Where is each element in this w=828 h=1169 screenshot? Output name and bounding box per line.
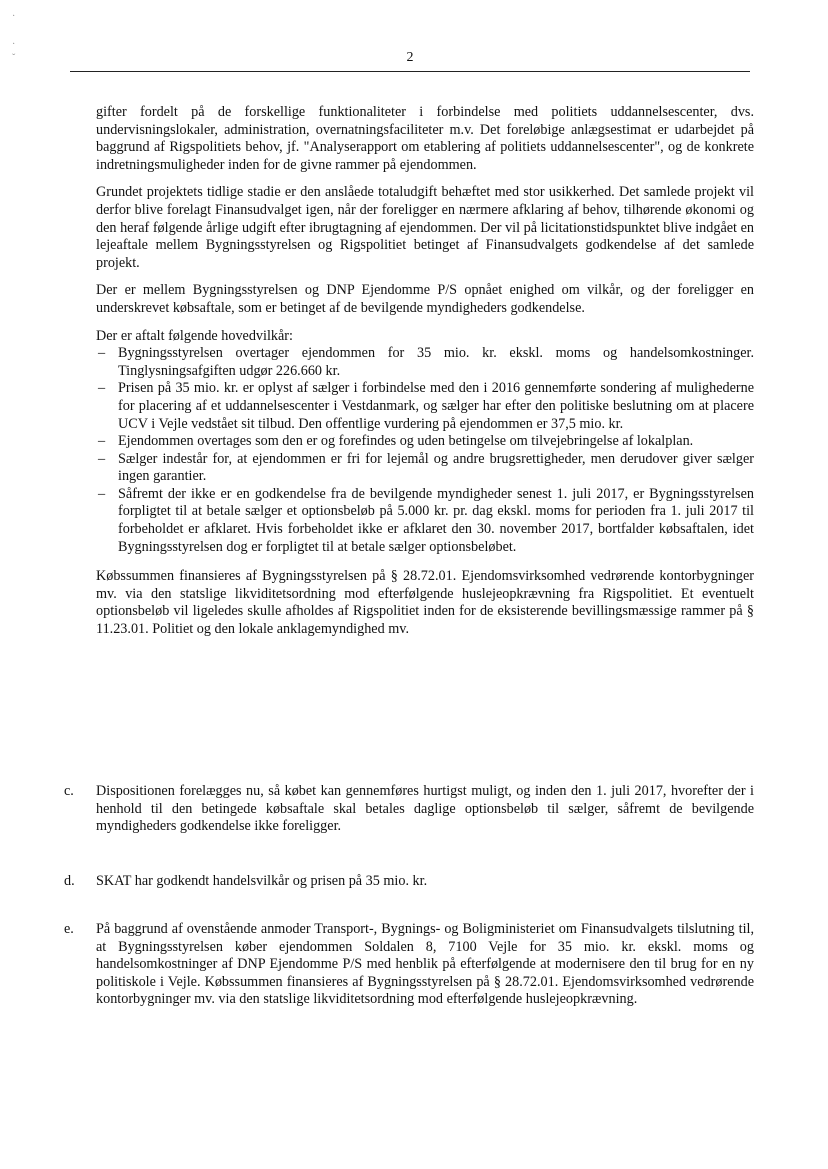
paragraph: Der er mellem Bygningsstyrelsen og DNP Ejendomme P/S opnået enighed om vilkår, og der foreligger en underskrevet købsaftale, som er betinget af de bevilgende myndigheders godkendelse. xyxy=(96,282,754,316)
list-item-text: Bygningsstyrelsen overtager ejendommen for 35 mio. kr. ekskl. moms og handelsomkostninger. Tinglysningsafgiften udgør 226.660 kr. xyxy=(118,345,754,379)
section-d xyxy=(64,873,754,891)
list-item xyxy=(96,486,754,556)
scan-specks: · · ˇ xyxy=(12,11,16,64)
list-item xyxy=(96,345,754,380)
dash-bullet: – xyxy=(98,485,106,502)
paragraph: gifter fordelt på de forskellige funktionaliteter i forbindelse med politiets uddannelsescenter, dvs. undervisningslokaler, administration, overnatningsfaciliteter m.v. Det foreløbige anlægsestimat er udarbejdet på baggrund af Rigspolitiets behov, jf. "Analyserapport om etablering af politiets uddannelsescenter", og de konkrete indretningsmuligheder inden for de givne rammer på ejendommen. xyxy=(96,104,754,173)
section-c xyxy=(64,783,754,836)
dash-bullet: – xyxy=(98,433,106,450)
dash-bullet: – xyxy=(98,345,106,362)
hovedvilkaar-list xyxy=(96,345,754,556)
section-text: På baggrund af ovenstående anmoder Transport-, Bygnings- og Boligministeriet om Finansudvalgets tilslutning til, at Bygningsstyrelsen køber ejendommen Soldalen 8, 7100 Vejle for 35 mio. kr. ekskl. moms og handelsomkostninger af DNP Ejendomme P/S med henblik på efterfølgende at modernisere den til brug for en ny politiskole i Vejle. Købssummen finansieres af Bygningsstyrelsen på § 28.72.01. Ejendomsvirksomhed vedrørende kontorbygninger mv. via den statslige likviditetsordning mod efterfølgende huslejeopkrævning. xyxy=(96,921,754,1008)
list-item xyxy=(96,433,754,451)
main-text xyxy=(96,104,754,649)
section-letter: d. xyxy=(64,873,75,889)
section-text: Dispositionen forelægges nu, så købet kan gennemføres hurtigst muligt, og inden den 1. juli 2017, hvorefter der i henhold til den betingede købsaftale skal betales daglige optionsbeløb til sælger, såfremt de bevilgende myndigheders godkendelse ikke foreligger. xyxy=(96,783,754,835)
list-item-text: Prisen på 35 mio. kr. er oplyst af sælger i forbindelse med den i 2016 gennemførte sondering af mulighederne for placering af et uddannelsescenter i Vestdanmark, og sælger har efter den politiske beslutning om at placere UCV i Vejle vedstået sit tilbud. Den offentlige vurdering på ejendommen er 37,5 mio. kr. xyxy=(118,380,754,432)
section-letter: e. xyxy=(64,921,74,937)
hovedvilkaar-intro: Der er aftalt følgende hovedvilkår: xyxy=(96,327,293,344)
dash-bullet: – xyxy=(98,380,106,397)
header-rule xyxy=(70,71,750,72)
paragraph: Grundet projektets tidlige stadie er den anslåede totaludgift behæftet med stor usikkerhed. Det samlede projekt vil derfor blive forelagt Finansudvalget igen, når der foreligger en nærmere afklaring af behov, tilhørende økonomi og den heraf følgende årlige udgift efter ibrugtagning af ejendommen. Der vil på licitationstidspunktet blive indgået en lejeaftale mellem Bygningsstyrelsen og Rigspolitiet betinget af Finansudvalgets godkendelse af det samlede projekt. xyxy=(96,184,754,271)
dash-bullet: – xyxy=(98,450,106,467)
list-item xyxy=(96,380,754,433)
section-e xyxy=(64,921,754,1009)
list-item-text: Ejendommen overtages som den er og forefindes og uden betingelse om tilvejebringelse af lokalplan. xyxy=(118,433,694,450)
list-item-text: Såfremt der ikke er en godkendelse fra de bevilgende myndigheder senest 1. juli 2017, er Bygningsstyrelsen forpligtet til at betale sælger et optionsbeløb på 5.000 kr. pr. dag ekskl. moms for perioden fra 1. juli 2017 til forbeholdet er afklaret. Hvis forbeholdet ikke er afklaret den 30. november 2017, bortfalder købsaftalen, idet Bygningsstyrelsen dog er forpligtet til at betale sælger optionsbeløbet. xyxy=(118,485,754,555)
page-number: 2 xyxy=(406,50,414,65)
section-text: SKAT har godkendt handelsvilkår og prisen på 35 mio. kr. xyxy=(96,873,428,889)
section-letter: c. xyxy=(64,783,74,799)
list-item-text: Sælger indestår for, at ejendommen er fri for lejemål og andre brugsrettigheder, men derudover giver sælger ingen garantier. xyxy=(118,450,754,485)
finansiering-paragraph: Købssummen finansieres af Bygningsstyrelsen på § 28.72.01. Ejendomsvirksomhed vedrørende kontorbygninger mv. via den statslige likviditetsordning mod efterfølgende huslejeopkrævning fra Rigspolitiet. Et eventuelt optionsbeløb vil ligeledes skulle afholdes af Rigspolitiet inden for de eksisterende bevillingsmæssige rammer på § 11.23.01. Politiet og den lokale anklagemyndighed mv. xyxy=(96,568,754,638)
list-item xyxy=(96,451,754,486)
